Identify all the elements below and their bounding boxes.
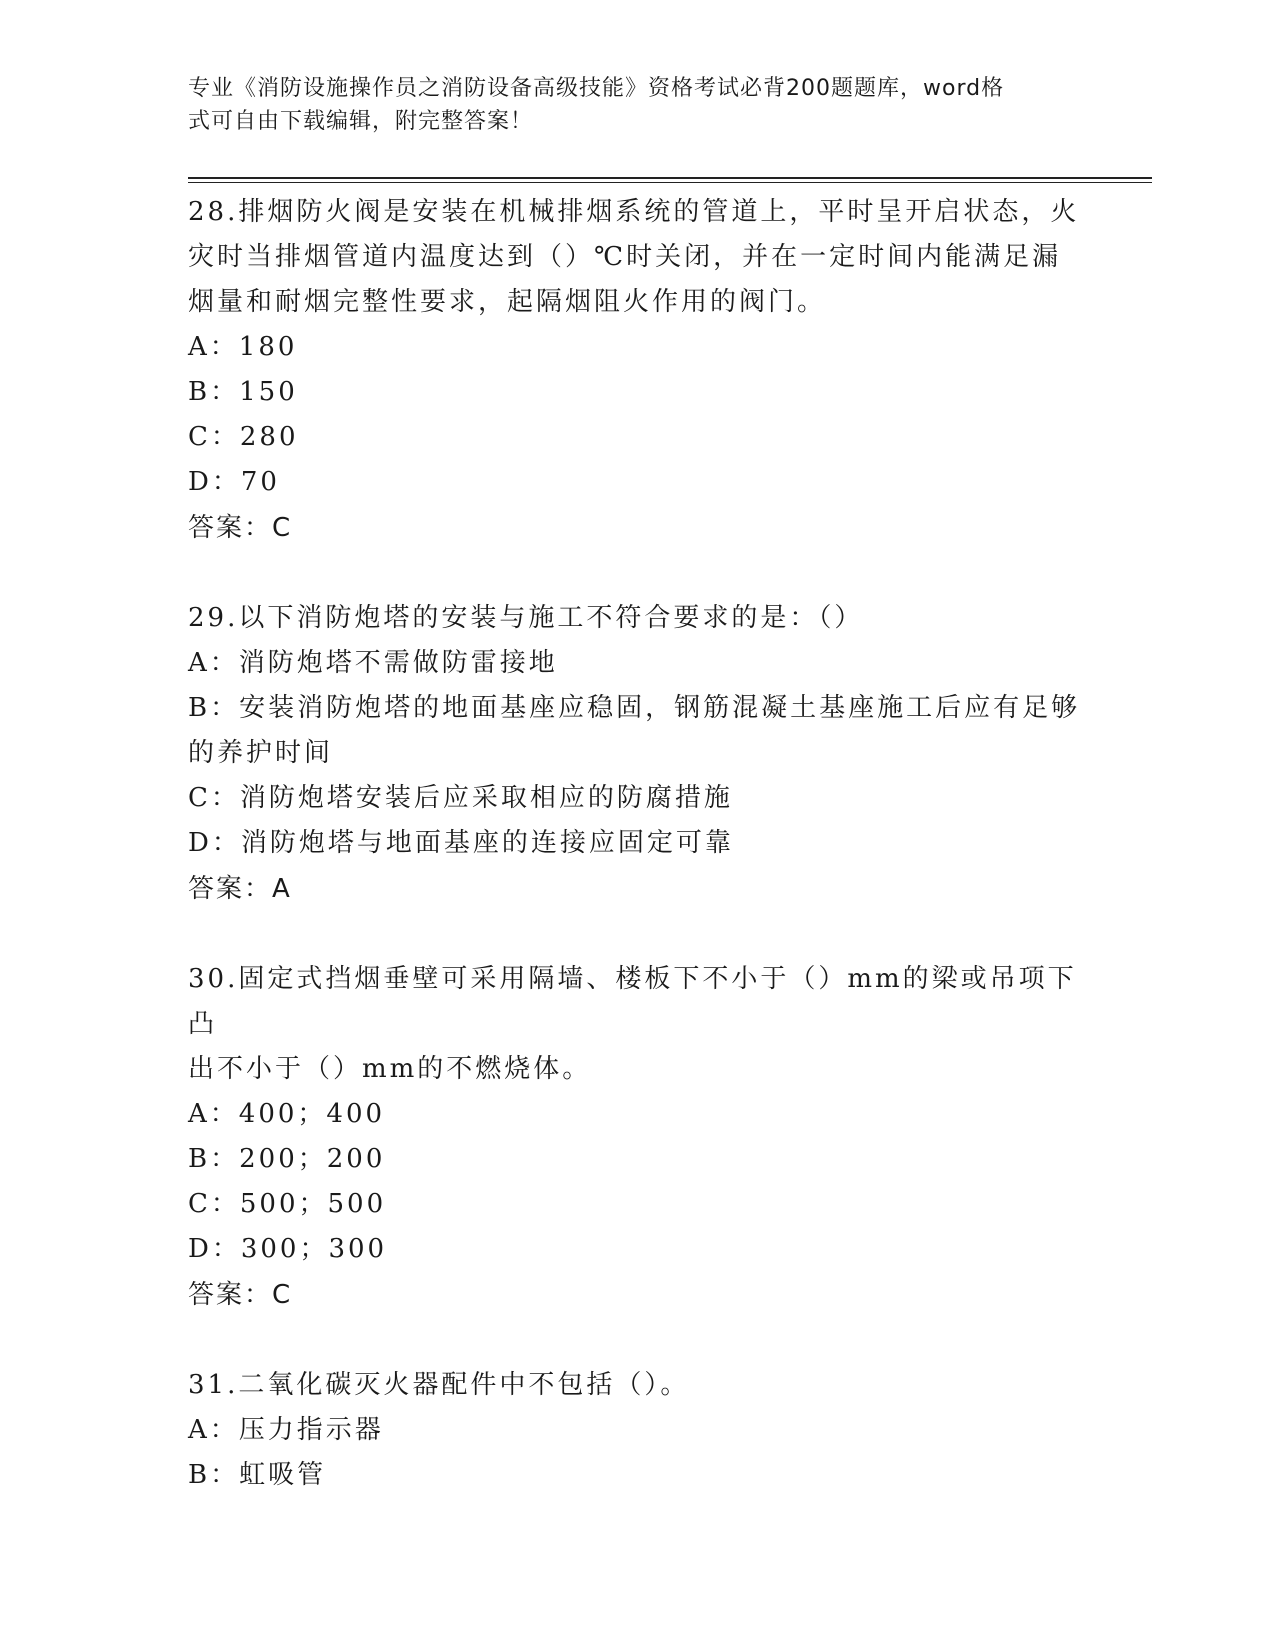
option-d: D：300；300 xyxy=(188,1234,388,1264)
option-b: B：虹吸管 xyxy=(188,1460,327,1490)
question-stem xyxy=(188,190,1088,325)
option-d: D：70 xyxy=(188,467,280,497)
stem-line: 29.以下消防炮塔的安装与施工不符合要求的是：（） xyxy=(188,603,864,633)
answer-line: 答案：C xyxy=(188,1280,293,1310)
answer-line: 答案：C xyxy=(188,513,293,543)
option-c: C：500；500 xyxy=(188,1189,387,1219)
question-list xyxy=(188,190,1088,1543)
option-c: C：消防炮塔安装后应采取相应的防腐措施 xyxy=(188,783,733,813)
question-28 xyxy=(188,190,1088,551)
option-d: D：消防炮塔与地面基座的连接应固定可靠 xyxy=(188,828,734,858)
header-line-1: 专业《消防设施操作员之消防设备高级技能》资格考试必背200题题库，word格 xyxy=(188,76,1005,101)
option-a: A：压力指示器 xyxy=(188,1415,384,1445)
stem-line: 出不小于（）mm的不燃烧体。 xyxy=(188,1054,592,1084)
question-31 xyxy=(188,1363,1088,1498)
question-stem xyxy=(188,957,1088,1092)
option-b: B：200；200 xyxy=(188,1144,386,1174)
stem-line: 28.排烟防火阀是安装在机械排烟系统的管道上，平时呈开启状态，火 xyxy=(188,197,1080,227)
question-stem xyxy=(188,596,1088,641)
option-b-continued: 的养护时间 xyxy=(188,738,334,768)
answer-line: 答案：A xyxy=(188,874,292,904)
header-line-2: 式可自由下载编辑，附完整答案！ xyxy=(188,109,534,134)
stem-line: 31.二氧化碳灭火器配件中不包括（）。 xyxy=(188,1370,690,1400)
question-29 xyxy=(188,596,1088,912)
question-30 xyxy=(188,957,1088,1318)
question-stem xyxy=(188,1363,1088,1408)
document-header xyxy=(188,72,1068,138)
stem-line: 30.固定式挡烟垂壁可采用隔墙、楼板下不小于（）mm的梁或吊项下凸 xyxy=(188,964,1077,1039)
option-b: B：安装消防炮塔的地面基座应稳固，钢筋混凝土基座施工后应有足够 xyxy=(188,693,1081,723)
option-a: A：400；400 xyxy=(188,1099,386,1129)
option-a: A：180 xyxy=(188,332,298,362)
option-a: A：消防炮塔不需做防雷接地 xyxy=(188,648,558,678)
stem-line: 烟量和耐烟完整性要求，起隔烟阻火作用的阀门。 xyxy=(188,287,827,317)
header-divider-thick xyxy=(188,177,1152,179)
option-b: B：150 xyxy=(188,377,298,407)
stem-line: 灾时当排烟管道内温度达到（）℃时关闭，并在一定时间内能满足漏 xyxy=(188,242,1062,272)
option-c: C：280 xyxy=(188,422,299,452)
header-divider-thin xyxy=(188,182,1152,183)
